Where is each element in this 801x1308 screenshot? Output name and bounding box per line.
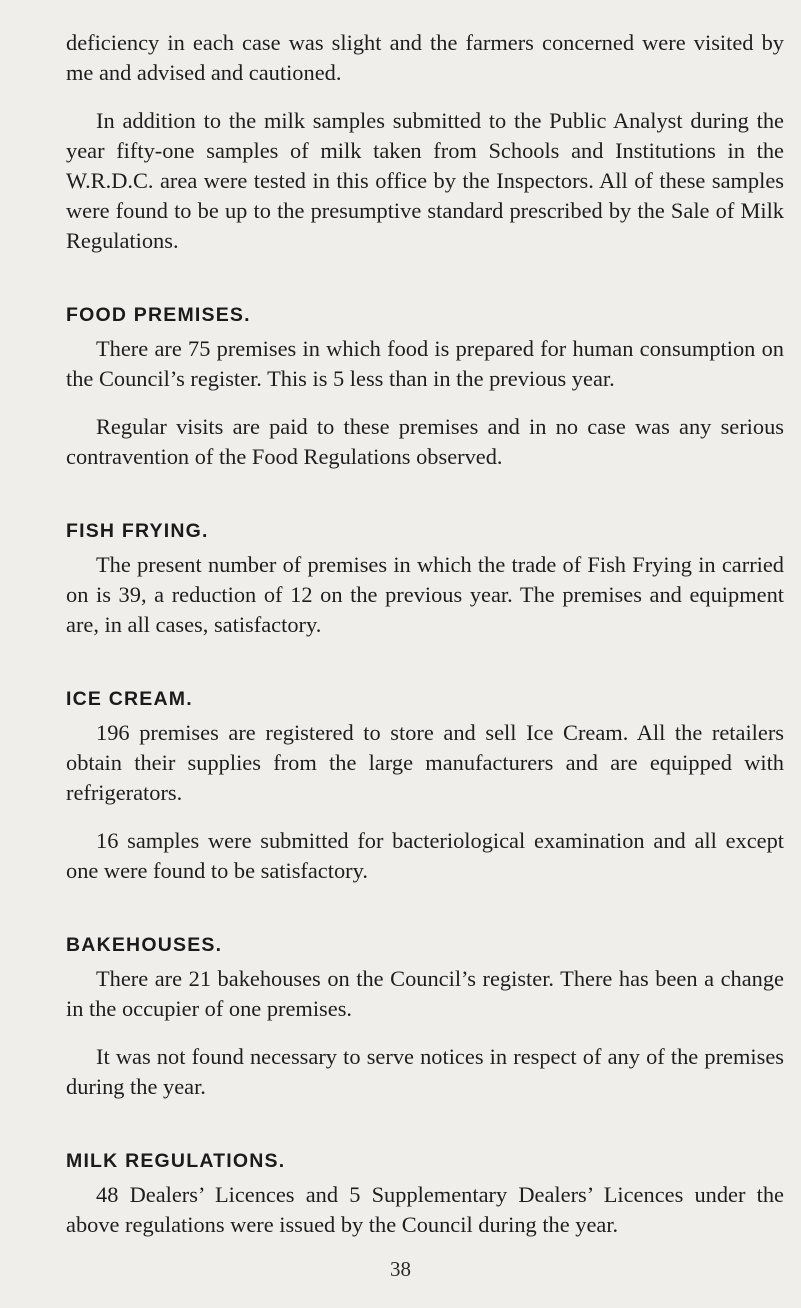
- section-bakehouses: [66, 930, 784, 1102]
- section-heading: ICE CREAM.: [66, 688, 193, 710]
- section-milk-regulations: [66, 1146, 784, 1240]
- section-paragraph: There are 21 bakehouses on the Council’s register. There has been a change in the occupier of one premises.: [66, 966, 784, 1021]
- section-paragraph: 48 Dealers’ Licences and 5 Supplementary Dealers’ Licences under the above regulations were issued by the Council during the year.: [66, 1182, 784, 1237]
- section-heading: FOOD PREMISES.: [66, 304, 251, 326]
- section-paragraph: There are 75 premises in which food is prepared for human consumption on the Council’s register. This is 5 less than in the previous year.: [66, 336, 784, 391]
- section-paragraph: 196 premises are registered to store and sell Ice Cream. All the retailers obtain their supplies from the large manufacturers and are equipped with refrigerators.: [66, 720, 784, 805]
- section-paragraph: Regular visits are paid to these premises and in no case was any serious contravention of the Food Regulations observed.: [66, 414, 784, 469]
- section-heading: BAKEHOUSES.: [66, 934, 223, 956]
- section-paragraph: 16 samples were submitted for bacteriological examination and all except one were found to be satisfactory.: [66, 828, 784, 883]
- section-food-premises: [66, 300, 784, 472]
- section-heading: FISH FRYING.: [66, 520, 209, 542]
- section-paragraph: The present number of premises in which the trade of Fish Frying in carried on is 39, a reduction of 12 on the previous year. The premises and equipment are, in all cases, satisfactory.: [66, 552, 784, 637]
- page-number: 38: [390, 1257, 411, 1281]
- section-heading: MILK REGULATIONS.: [66, 1150, 286, 1172]
- milk-samples-paragraph: In addition to the milk samples submitted to the Public Analyst during the year fifty-one samples of milk taken from Schools and Institutions in the W.R.D.C. area were tested in this office by the Inspectors. All of these samples were found to be up to the presumptive standard prescribed by the Sale of Milk Regulations.: [66, 108, 784, 253]
- continuation-paragraph: deficiency in each case was slight and the farmers concerned were visited by me and advised and cautioned.: [66, 30, 784, 85]
- section-paragraph: It was not found necessary to serve notices in respect of any of the premises during the year.: [66, 1044, 784, 1099]
- section-ice-cream: [66, 684, 784, 886]
- section-fish-frying: [66, 516, 784, 640]
- document-page: [66, 28, 784, 1240]
